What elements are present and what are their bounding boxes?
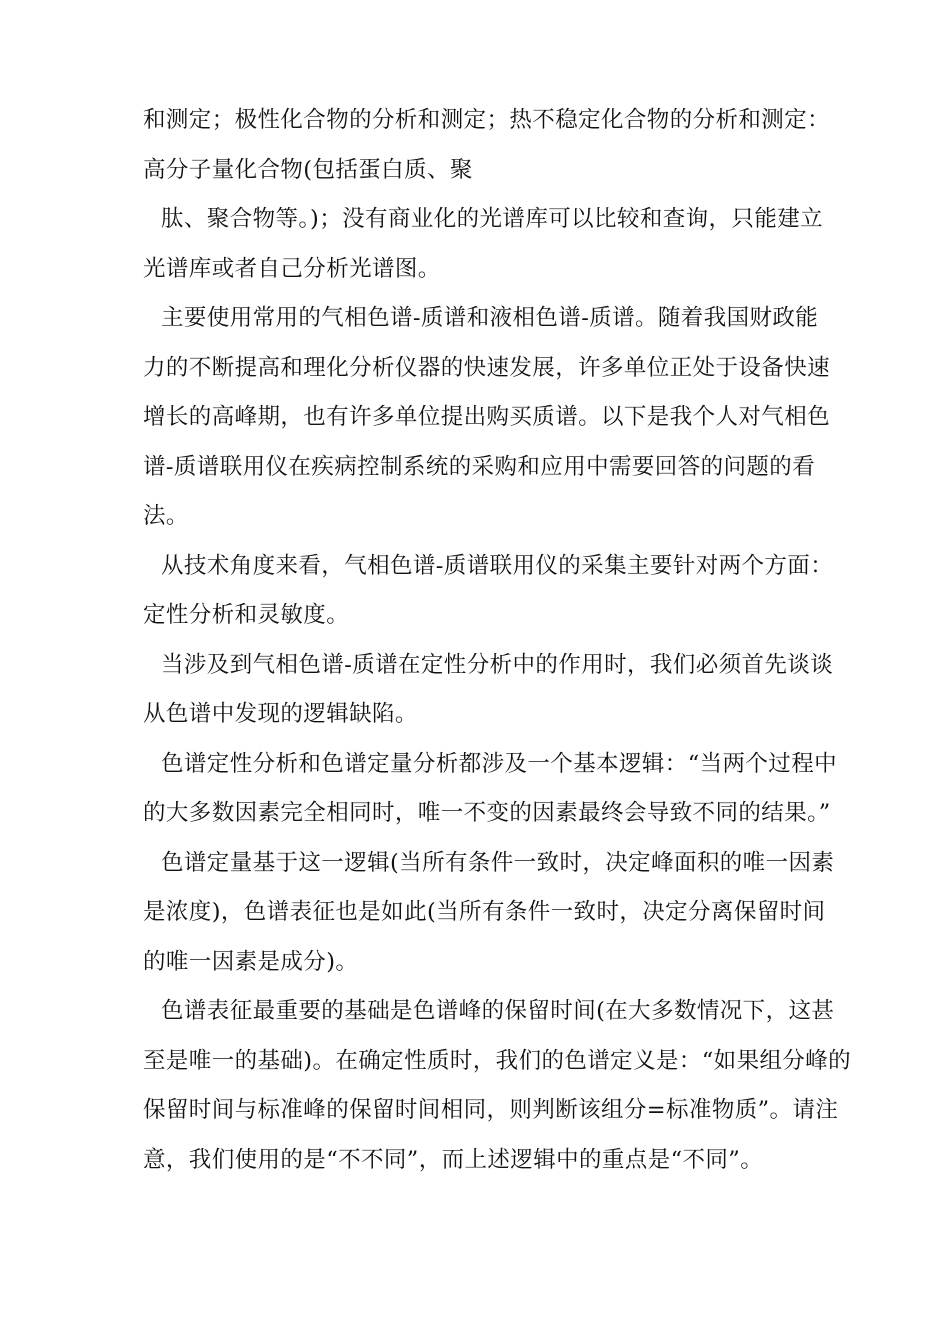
paragraph-start: 主要使用常用的气相色谱-质谱和液相色谱-质谱。随着我国财政能 bbox=[161, 305, 819, 331]
document-body bbox=[143, 96, 852, 1185]
text-line: 和测定；极性化合物的分析和测定；热不稳定化合物的分析和测定： bbox=[143, 107, 831, 133]
paragraph-start: 当涉及到气相色谱-质谱在定性分析中的作用时，我们必须首先谈谈 bbox=[161, 651, 834, 678]
text-line: 法。 bbox=[143, 503, 189, 529]
paragraph-start: 色谱表征最重要的基础是色谱峰的保留时间(在大多数情况下，这甚 bbox=[161, 998, 835, 1024]
text-line: 从色谱中发现的逻辑缺陷。 bbox=[143, 701, 418, 727]
text-line: 高分子量化合物(包括蛋白质、聚 bbox=[143, 156, 473, 183]
text-line: 增长的高峰期，也有许多单位提出购买质谱。以下是我个人对气相色 bbox=[143, 404, 831, 430]
text-line: 力的不断提高和理化分析仪器的快速发展，许多单位正处于设备快速 bbox=[143, 354, 831, 381]
text-line: 肽、聚合物等。)；没有商业化的光谱库可以比较和查询，只能建立 bbox=[161, 206, 824, 232]
paragraph-start: 色谱定性分析和色谱定量分析都涉及一个基本逻辑：“当两个过程中 bbox=[161, 750, 838, 777]
text-line: 的大多数因素完全相同时，唯一不变的因素最终会导致不同的结果。” bbox=[143, 800, 831, 826]
text-line: 至是唯一的基础)。在确定性质时，我们的色谱定义是：“如果组分峰的 bbox=[143, 1047, 852, 1074]
text-line: 是浓度)，色谱表征也是如此(当所有条件一致时，决定分离保留时间 bbox=[143, 899, 826, 925]
paragraph-start: 色谱定量基于这一逻辑(当所有条件一致时，决定峰面积的唯一因素 bbox=[161, 849, 835, 876]
text-line: 定性分析和灵敏度。 bbox=[143, 602, 350, 628]
text-line: 的唯一因素是成分)。 bbox=[143, 948, 359, 975]
text-line: 谱-质谱联用仪在疾病控制系统的采购和应用中需要回答的问题的看 bbox=[143, 453, 816, 480]
text-line: 意，我们使用的是“不不同”，而上述逻辑中的重点是“不同”。 bbox=[143, 1146, 764, 1173]
paragraph-start: 从技术角度来看，气相色谱-质谱联用仪的采集主要针对两个方面： bbox=[161, 552, 834, 579]
text-line: 保留时间与标准峰的保留时间相同，则判断该组分=标准物质”。请注 bbox=[143, 1097, 839, 1123]
text-line: 光谱库或者自己分析光谱图。 bbox=[143, 255, 441, 282]
